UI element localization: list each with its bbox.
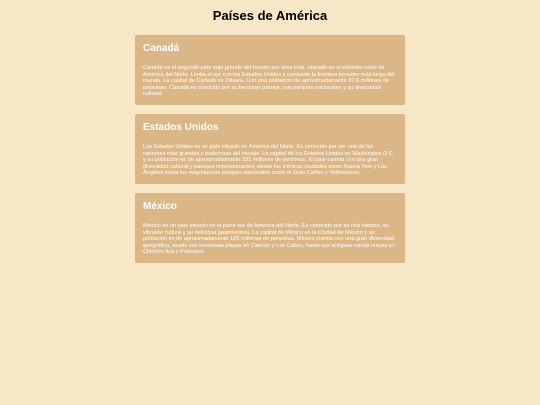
country-card-canada xyxy=(135,35,405,105)
country-description: México es un país situado en la parte sur de América del Norte. Es conocido por su rica historia, su vibrante cultura y su deliciosa gastronomía. La capital de México es la Ciudad de México y su población es de aproximadamente 126 millones de personas. México cuenta con una gran diversidad geográfica, desde sus hermosas playas en Cancún y Los Cabos, hasta sus antiguas ruinas mayas en Chichén Itzá y Palenque. xyxy=(143,222,396,256)
country-description: Canadá es el segundo país más grande del mundo por área total, ubicado en el extremo norte de América del Norte. Limita al sur con los Estados Unidos y comparte la frontera terrestre más larga del mundo. La capital de Canadá es Ottawa. Con una población de aproximadamente 37.6 millones de personas, Canadá es conocido por su hermoso paisaje, sus parques nacionales y su diversidad cultural. xyxy=(143,65,395,98)
country-name: Estados Unidos xyxy=(143,121,219,133)
country-card-estados-unidos xyxy=(135,114,405,184)
country-name: Canadá xyxy=(143,43,180,54)
country-list xyxy=(135,35,405,272)
page-title: Países de América xyxy=(212,8,328,23)
country-name: México xyxy=(143,200,177,212)
country-description: Los Estados Unidos es un país situado en América del Norte. Es conocido por ser una de las naciones más grandes y poderosas del mundo. La capital de los Estados Unidos es Washington D.C. y su población es de aproximadamente 331 millones de personas. El país cuenta con una gran diversidad cultural y paisajes impresionantes, desde las icónicas ciudades como Nueva York y Los Ángeles hasta los majestuosos parques nacionales como el Gran Cañón y Yellowstone. xyxy=(143,143,395,177)
country-card-mexico xyxy=(135,193,405,263)
